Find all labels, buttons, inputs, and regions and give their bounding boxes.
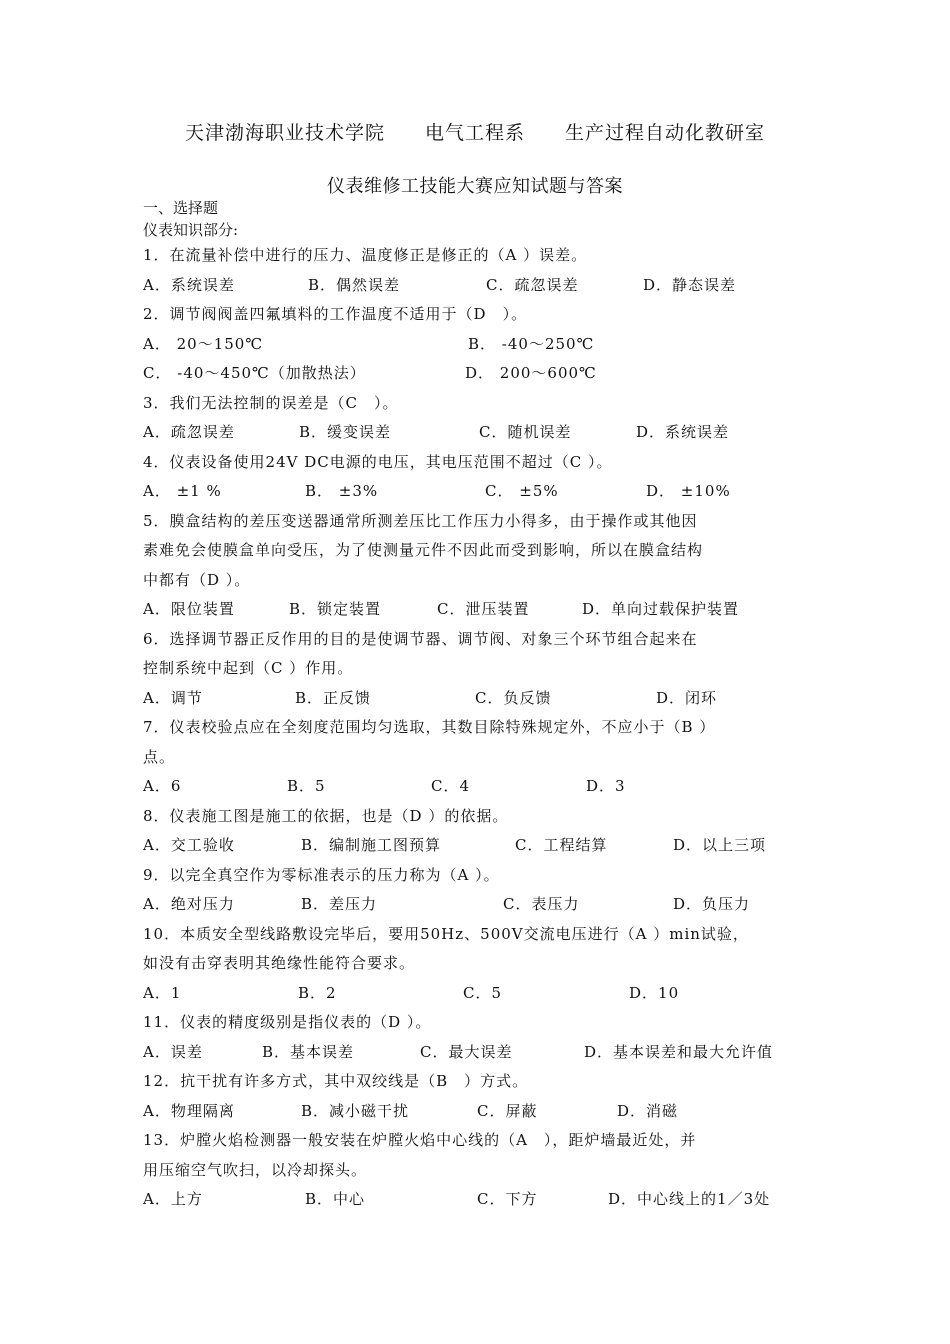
options-row bbox=[143, 684, 813, 714]
question-text: 1．在流量补偿中进行的压力、温度修正是修正的（A ）误差。 bbox=[143, 246, 588, 264]
answer-option: B．基本误差 bbox=[262, 1042, 355, 1061]
answer-option: D．静态误差 bbox=[643, 275, 737, 294]
answer-option: D．中心线上的1／3处 bbox=[608, 1190, 771, 1208]
question-text: 用压缩空气吹扫，以冷却探头。 bbox=[143, 1160, 368, 1179]
answer-option: C．5 bbox=[463, 983, 503, 1002]
answer-option: A． ±1 % bbox=[143, 482, 222, 500]
answer-option: D．基本误差和最大允许值 bbox=[584, 1042, 774, 1061]
answer-option: C．泄压装置 bbox=[437, 600, 530, 618]
answer-option: A．系统误差 bbox=[143, 275, 235, 294]
question-text: 8．仪表施工图是施工的依据，也是（D ）的依据。 bbox=[143, 806, 509, 825]
answer-option: C．4 bbox=[431, 777, 471, 795]
answer-option: B． ±3% bbox=[305, 482, 379, 500]
question-text: 13．炉膛火焰检测器一般安装在炉膛火焰中心线的（A ），距炉墙最近处，并 bbox=[143, 1131, 697, 1149]
office-name: 生产过程自动化教研室 bbox=[565, 122, 766, 144]
question-text: 控制系统中起到（C ）作用。 bbox=[143, 659, 354, 677]
answer-option: B．差压力 bbox=[301, 895, 378, 913]
answer-option: D．负压力 bbox=[673, 895, 751, 913]
question-text: 点。 bbox=[143, 747, 176, 766]
question-text: 素难免会使膜盒单向受压，为了使测量元件不因此而受到影响，所以在膜盒结构 bbox=[143, 541, 704, 559]
page-header bbox=[0, 118, 950, 145]
answer-option: A．交工验收 bbox=[143, 836, 235, 854]
answer-option: C． -40～450℃（加散热法） bbox=[143, 364, 366, 382]
options-row bbox=[143, 831, 813, 861]
answer-option: B．中心 bbox=[305, 1190, 366, 1208]
answer-option: C．随机误差 bbox=[479, 423, 572, 441]
answer-option: D．10 bbox=[629, 983, 680, 1002]
options-row bbox=[143, 418, 813, 448]
answer-option: A．限位装置 bbox=[143, 600, 235, 618]
answer-option: A．物理隔离 bbox=[143, 1101, 235, 1120]
document-title: 仪表维修工技能大赛应知试题与答案 bbox=[327, 176, 623, 197]
options-row bbox=[143, 595, 813, 625]
answer-option: C．负反馈 bbox=[475, 688, 552, 707]
answer-option: B．编制施工图预算 bbox=[301, 836, 442, 854]
options-row bbox=[143, 477, 813, 507]
answer-option: C．疏忽误差 bbox=[486, 275, 579, 294]
subsection-heading: 仪表知识部分: bbox=[143, 221, 239, 239]
answer-option: D．系统误差 bbox=[636, 423, 730, 441]
answer-option: B．2 bbox=[298, 983, 337, 1002]
answer-option: C．屏蔽 bbox=[477, 1101, 538, 1120]
answer-option: A． 20～150℃ bbox=[143, 334, 264, 353]
answer-option: C．最大误差 bbox=[420, 1042, 513, 1061]
question-list bbox=[143, 197, 813, 1215]
answer-option: A．上方 bbox=[143, 1190, 203, 1208]
options-row bbox=[143, 271, 813, 301]
question-text: 2．调节阀阀盖四氟填料的工作温度不适用于（D ）。 bbox=[143, 305, 528, 323]
answer-option: D．消磁 bbox=[617, 1101, 679, 1120]
answer-option: D．3 bbox=[586, 777, 626, 795]
answer-option: D． 200～600℃ bbox=[465, 364, 597, 382]
answer-option: C．工程结算 bbox=[515, 836, 608, 854]
answer-option: A．误差 bbox=[143, 1042, 203, 1061]
options-row bbox=[143, 979, 813, 1009]
section-heading: 一、选择题 bbox=[143, 199, 219, 217]
department-name: 电气工程系 bbox=[424, 122, 525, 144]
school-name: 天津渤海职业技术学院 bbox=[184, 122, 385, 144]
answer-option: C． ±5% bbox=[485, 482, 559, 500]
answer-option: D．闭环 bbox=[656, 688, 718, 707]
answer-option: A．疏忽误差 bbox=[143, 423, 235, 441]
options-row bbox=[143, 330, 813, 360]
answer-option: B．正反馈 bbox=[295, 688, 372, 707]
answer-option: D． ±10% bbox=[646, 482, 731, 500]
options-row bbox=[143, 1185, 813, 1215]
answer-option: D．以上三项 bbox=[673, 836, 767, 854]
answer-option: A．绝对压力 bbox=[143, 895, 235, 913]
answer-option: A．1 bbox=[143, 983, 182, 1002]
answer-option: A．6 bbox=[143, 777, 182, 795]
answer-option: B． -40～250℃ bbox=[468, 334, 595, 353]
question-text: 7．仪表校验点应在全刻度范围均匀选取，其数目除特殊规定外，不应小于（B ） bbox=[143, 718, 716, 736]
answer-option: B．减小磁干扰 bbox=[301, 1101, 410, 1120]
question-text: 3．我们无法控制的误差是（C ）。 bbox=[143, 393, 399, 412]
question-text: 12．抗干扰有许多方式，其中双绞线是（B ）方式。 bbox=[143, 1072, 529, 1090]
answer-option: B．偶然误差 bbox=[308, 275, 401, 294]
options-row bbox=[143, 772, 813, 802]
question-text: 10．本质安全型线路敷设完毕后，要用50Hz、500V交流电压进行（A ）min试验， bbox=[143, 924, 749, 943]
options-row bbox=[143, 1097, 813, 1127]
question-text: 6．选择调节器正反作用的目的是使调节器、调节阀、对象三个环节组合起来在 bbox=[143, 629, 698, 648]
answer-option: C．表压力 bbox=[503, 895, 580, 913]
options-row bbox=[143, 359, 813, 389]
answer-option: C．下方 bbox=[477, 1190, 538, 1208]
answer-option: D．单向过载保护装置 bbox=[582, 600, 740, 618]
question-text: 5．膜盒结构的差压变送器通常所测差压比工作压力小得多，由于操作或其他因 bbox=[143, 511, 698, 530]
question-text: 如没有击穿表明其绝缘性能符合要求。 bbox=[143, 954, 416, 972]
answer-option: B．缓变误差 bbox=[299, 423, 392, 441]
answer-option: A．调节 bbox=[143, 688, 203, 707]
question-text: 4．仪表设备使用24V DC电源的电压，其电压范围不超过（C ）。 bbox=[143, 452, 613, 471]
question-text: 11．仪表的精度级别是指仪表的（D ）。 bbox=[143, 1013, 432, 1031]
options-row bbox=[143, 1038, 813, 1068]
answer-option: B．锁定装置 bbox=[289, 600, 382, 618]
question-text: 9．以完全真空作为零标准表示的压力称为（A ）。 bbox=[143, 865, 500, 884]
options-row bbox=[143, 890, 813, 920]
answer-option: B．5 bbox=[287, 777, 326, 795]
question-text: 中都有（D ）。 bbox=[143, 570, 251, 589]
